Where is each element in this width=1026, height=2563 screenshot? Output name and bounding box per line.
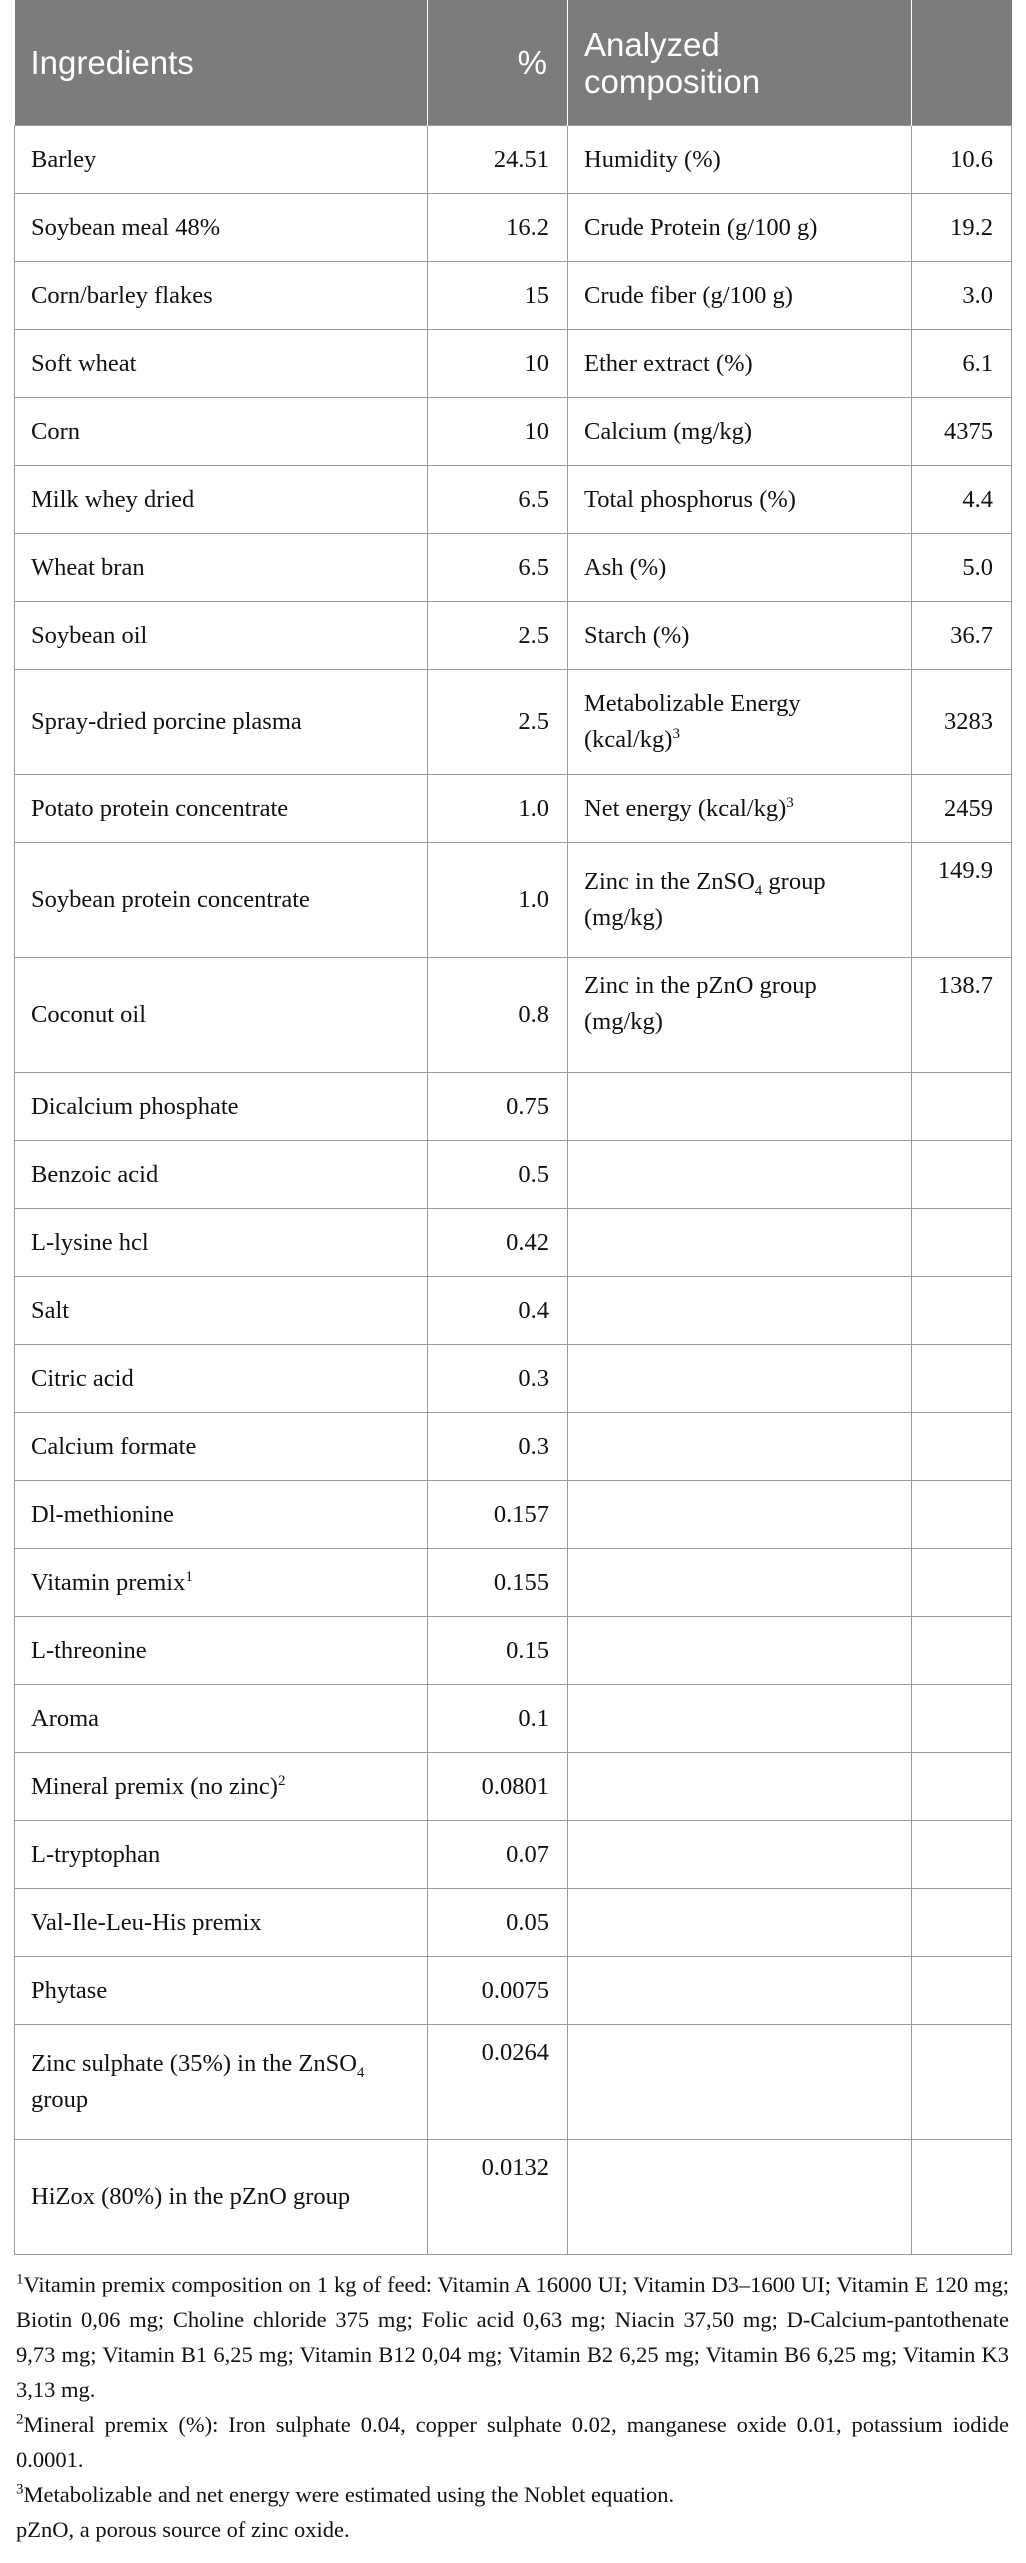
footnote-4: [16, 2512, 1009, 2547]
composition-value-cell: 4375: [912, 398, 1012, 466]
percent-cell: 0.0075: [428, 1957, 568, 2025]
table-row: [15, 2140, 1012, 2255]
footnote-mark: 2: [277, 1772, 286, 1789]
empty-cell: [568, 1685, 912, 1753]
ingredient-cell: Citric acid: [15, 1345, 428, 1413]
footnote-text: Mineral premix (%): Iron sulphate 0.04, copper sulphate 0.02, manganese oxide 0.01, potassium iodide 0.0001.: [16, 2412, 1009, 2472]
empty-cell: [568, 1073, 912, 1141]
empty-cell: [912, 1889, 1012, 1957]
empty-cell: [568, 1889, 912, 1957]
ingredient-cell: [15, 1753, 428, 1821]
composition-table-container: [14, 0, 1011, 2547]
empty-cell: [912, 1753, 1012, 1821]
ingredient-cell: [15, 1549, 428, 1617]
percent-cell: 0.4: [428, 1277, 568, 1345]
table-row: [15, 1957, 1012, 2025]
percent-cell: 0.3: [428, 1345, 568, 1413]
footnote-mark: 3: [672, 725, 680, 742]
table-row: [15, 958, 1012, 1073]
empty-cell: [568, 1345, 912, 1413]
composition-cell: [568, 670, 912, 775]
table-row: [15, 775, 1012, 843]
composition-value-cell: 3283: [912, 670, 1012, 775]
percent-cell: 24.51: [428, 126, 568, 194]
table-row: [15, 1345, 1012, 1413]
table-row: [15, 398, 1012, 466]
ingredient-cell: Dicalcium phosphate: [15, 1073, 428, 1141]
table-row: [15, 1617, 1012, 1685]
table-row: [15, 126, 1012, 194]
composition-value-cell: 19.2: [912, 194, 1012, 262]
percent-cell: 0.0132: [428, 2140, 568, 2255]
composition-cell: [568, 843, 912, 958]
percent-cell: 0.1: [428, 1685, 568, 1753]
ingredient-cell: HiZox (80%) in the pZnO group: [15, 2140, 428, 2255]
percent-cell: 0.5: [428, 1141, 568, 1209]
ingredient-cell: Milk whey dried: [15, 466, 428, 534]
empty-cell: [912, 1413, 1012, 1481]
ingredient-cell: Salt: [15, 1277, 428, 1345]
percent-cell: 1.0: [428, 843, 568, 958]
percent-cell: 0.3: [428, 1413, 568, 1481]
footnote-mark: 2: [16, 2411, 24, 2428]
ingredient-cell: Coconut oil: [15, 958, 428, 1073]
table-header-row: [15, 0, 1012, 126]
empty-cell: [568, 1753, 912, 1821]
composition-value-cell: 149.9: [912, 843, 1012, 958]
table-row: [15, 602, 1012, 670]
footnote-mark: 1: [185, 1568, 193, 1585]
percent-cell: 0.8: [428, 958, 568, 1073]
percent-cell: 0.05: [428, 1889, 568, 1957]
percent-cell: 1.0: [428, 775, 568, 843]
ingredient-cell: Soybean protein concentrate: [15, 843, 428, 958]
table-row: [15, 1073, 1012, 1141]
footnote-text: Vitamin premix composition on 1 kg of feed: Vitamin A 16000 UI; Vitamin D3–1600 UI; Vitamin E 120 mg; Biotin 0,06 mg; Choline chloride 375 mg; Folic acid 0,63 mg; Niacin 37,50 mg; D-Calcium-pantothenate 9,73 mg; Vitamin B1 6,25 mg; Vitamin B12 0,04 mg; Vitamin B2 6,25 mg; Vitamin B6 6,25 mg; Vitamin K3 3,13 mg.: [16, 2272, 1009, 2402]
composition-cell: Calcium (mg/kg): [568, 398, 912, 466]
empty-cell: [912, 1685, 1012, 1753]
empty-cell: [912, 1277, 1012, 1345]
ingredient-cell: Corn/barley flakes: [15, 262, 428, 330]
ingredient-cell: Val-Ile-Leu-His premix: [15, 1889, 428, 1957]
empty-cell: [912, 1617, 1012, 1685]
ingredient-cell: Wheat bran: [15, 534, 428, 602]
percent-cell: 0.0801: [428, 1753, 568, 1821]
empty-cell: [568, 1277, 912, 1345]
empty-cell: [568, 2140, 912, 2255]
table-row: [15, 1549, 1012, 1617]
empty-cell: [912, 1073, 1012, 1141]
composition-cell: Crude fiber (g/100 g): [568, 262, 912, 330]
ingredient-cell: L-threonine: [15, 1617, 428, 1685]
empty-cell: [912, 1957, 1012, 2025]
ingredient-cell: Corn: [15, 398, 428, 466]
footnote-3: [16, 2477, 1009, 2512]
table-row: [15, 1413, 1012, 1481]
composition-cell: Ether extract (%): [568, 330, 912, 398]
composition-value-cell: 10.6: [912, 126, 1012, 194]
empty-cell: [568, 2025, 912, 2140]
header-analyzed-composition: Analyzed composition: [568, 0, 912, 126]
ingredient-cell: Soybean meal 48%: [15, 194, 428, 262]
composition-value-cell: 5.0: [912, 534, 1012, 602]
ingredient-cell: L-lysine hcl: [15, 1209, 428, 1277]
table-row: [15, 1821, 1012, 1889]
table-row: [15, 262, 1012, 330]
percent-cell: 0.75: [428, 1073, 568, 1141]
composition-cell: Zinc in the pZnO group (mg/kg): [568, 958, 912, 1073]
subscript-4: 4: [356, 2064, 365, 2081]
composition-text-a: Zinc in the ZnSO: [584, 868, 755, 895]
table-row: [15, 1141, 1012, 1209]
ingredient-cell: Calcium formate: [15, 1413, 428, 1481]
percent-cell: 0.0264: [428, 2025, 568, 2140]
percent-cell: 0.157: [428, 1481, 568, 1549]
composition-text: Net energy (kcal/kg): [584, 794, 787, 822]
percent-cell: 6.5: [428, 534, 568, 602]
empty-cell: [912, 2025, 1012, 2140]
table-row: [15, 2025, 1012, 2140]
header-percent: %: [428, 0, 568, 126]
ingredient-cell: Spray-dried porcine plasma: [15, 670, 428, 775]
composition-text-b: group (mg/kg): [584, 868, 826, 931]
ingredient-cell: Dl-methionine: [15, 1481, 428, 1549]
percent-cell: 0.15: [428, 1617, 568, 1685]
empty-cell: [568, 1549, 912, 1617]
table-row: [15, 194, 1012, 262]
ingredient-cell: [15, 2025, 428, 2140]
ingredient-text-b: group: [31, 2086, 89, 2113]
empty-cell: [912, 2140, 1012, 2255]
percent-cell: 6.5: [428, 466, 568, 534]
footnote-mark: 1: [16, 2271, 24, 2288]
percent-cell: 2.5: [428, 670, 568, 775]
composition-cell: Total phosphorus (%): [568, 466, 912, 534]
composition-cell: Humidity (%): [568, 126, 912, 194]
ingredient-cell: L-tryptophan: [15, 1821, 428, 1889]
footnote-text: pZnO, a porous source of zinc oxide.: [16, 2517, 350, 2542]
ingredient-text: Vitamin premix: [31, 1568, 186, 1596]
table-row: [15, 1753, 1012, 1821]
footnote-mark: 3: [786, 794, 794, 811]
empty-cell: [568, 1141, 912, 1209]
diet-composition-table: [14, 0, 1012, 2255]
composition-value-cell: 6.1: [912, 330, 1012, 398]
table-row: [15, 466, 1012, 534]
ingredient-cell: Potato protein concentrate: [15, 775, 428, 843]
ingredient-cell: Barley: [15, 126, 428, 194]
empty-cell: [912, 1141, 1012, 1209]
ingredient-cell: Soybean oil: [15, 602, 428, 670]
table-row: [15, 670, 1012, 775]
ingredient-cell: Benzoic acid: [15, 1141, 428, 1209]
table-row: [15, 534, 1012, 602]
footnote-1: [16, 2267, 1009, 2407]
footnote-mark: 3: [16, 2481, 24, 2498]
percent-cell: 2.5: [428, 602, 568, 670]
table-row: [15, 1889, 1012, 1957]
table-footnotes: [14, 2267, 1011, 2547]
empty-cell: [568, 1821, 912, 1889]
empty-cell: [568, 1617, 912, 1685]
table-row: [15, 330, 1012, 398]
table-row: [15, 843, 1012, 958]
composition-text: Metabolizable Energy (kcal/kg): [584, 690, 801, 753]
percent-cell: 0.42: [428, 1209, 568, 1277]
percent-cell: 0.155: [428, 1549, 568, 1617]
ingredient-text: Mineral premix (no zinc): [31, 1772, 278, 1800]
percent-cell: 15: [428, 262, 568, 330]
composition-value-cell: 138.7: [912, 958, 1012, 1073]
empty-cell: [912, 1821, 1012, 1889]
footnote-text: Metabolizable and net energy were estimated using the Noblet equation.: [23, 2482, 675, 2507]
ingredient-cell: Phytase: [15, 1957, 428, 2025]
composition-value-cell: 3.0: [912, 262, 1012, 330]
empty-cell: [568, 1413, 912, 1481]
empty-cell: [912, 1209, 1012, 1277]
table-row: [15, 1481, 1012, 1549]
empty-cell: [912, 1481, 1012, 1549]
percent-cell: 16.2: [428, 194, 568, 262]
ingredient-cell: Aroma: [15, 1685, 428, 1753]
empty-cell: [912, 1549, 1012, 1617]
percent-cell: 10: [428, 330, 568, 398]
subscript-4: 4: [754, 882, 763, 899]
composition-value-cell: 4.4: [912, 466, 1012, 534]
composition-cell: Starch (%): [568, 602, 912, 670]
empty-cell: [568, 1481, 912, 1549]
percent-cell: 10: [428, 398, 568, 466]
composition-cell: Ash (%): [568, 534, 912, 602]
percent-cell: 0.07: [428, 1821, 568, 1889]
header-ingredients: Ingredients: [15, 0, 428, 126]
empty-cell: [568, 1209, 912, 1277]
empty-cell: [912, 1345, 1012, 1413]
composition-cell: [568, 775, 912, 843]
composition-cell: Crude Protein (g/100 g): [568, 194, 912, 262]
footnote-2: [16, 2407, 1009, 2477]
table-row: [15, 1209, 1012, 1277]
composition-value-cell: 2459: [912, 775, 1012, 843]
table-row: [15, 1685, 1012, 1753]
composition-value-cell: 36.7: [912, 602, 1012, 670]
ingredient-cell: Soft wheat: [15, 330, 428, 398]
table-row: [15, 1277, 1012, 1345]
header-value: [912, 0, 1012, 126]
ingredient-text-a: Zinc sulphate (35%) in the ZnSO: [31, 2050, 357, 2077]
empty-cell: [568, 1957, 912, 2025]
